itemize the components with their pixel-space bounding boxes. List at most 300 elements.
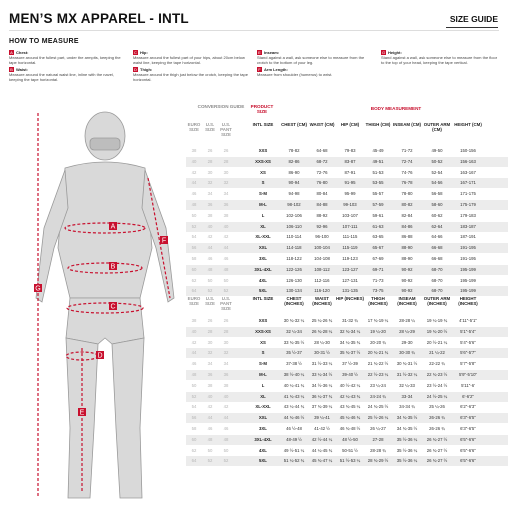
metric-cell: 53-55 xyxy=(372,180,384,186)
imperial-cell: 6'5"-6'6" xyxy=(460,458,476,464)
imperial-cell: 30-30 ¾ xyxy=(399,350,415,356)
metric-cell: 44 xyxy=(223,245,229,251)
metric-header-6: HIP (CM) xyxy=(340,122,360,127)
metric-table-row xyxy=(186,254,508,264)
measure-chest: A Chest: Measure around the fullest part, under the armpits, keeping the tape horizontal. xyxy=(9,50,121,65)
imperial-cell: 17 ¾-19 ¼ xyxy=(367,318,389,323)
imperial-header-0: EURO SIZE xyxy=(187,296,201,306)
helmet xyxy=(85,112,125,160)
metric-cell: 150-156 xyxy=(460,148,476,153)
imperial-table-row xyxy=(186,359,508,369)
imperial-cell: 44 xyxy=(191,350,197,356)
imperial-cell: 6'5"-6'6" xyxy=(460,447,476,453)
imperial-cell: 40 ¼-41 ¾ xyxy=(283,382,305,388)
imperial-header-2: U.S. PANT SIZE xyxy=(220,296,232,311)
imperial-cell: 51 ½-53 ¼ xyxy=(339,458,361,464)
metric-cell: 115-119 xyxy=(342,245,358,251)
imperial-cell: M-L xyxy=(259,372,267,377)
figure-label-f: F xyxy=(161,237,167,245)
imperial-cell: 3XL-4XL xyxy=(254,436,272,442)
imperial-cell: 35 ¾-37 ½ xyxy=(339,350,361,356)
metric-cell: 30 xyxy=(223,169,229,175)
imperial-cell: 5'6"-5'7" xyxy=(460,350,476,356)
metric-cell: 195-199 xyxy=(460,277,476,283)
metric-cell: 55-57 xyxy=(372,191,384,197)
imperial-cell: 46 xyxy=(191,361,197,367)
imperial-cell: 26 ¾-28 ¼ xyxy=(311,328,333,334)
imperial-cell: 56 xyxy=(191,415,197,421)
imperial-cell: XXL xyxy=(258,415,268,421)
metric-cell: 106-110 xyxy=(286,223,302,229)
pants-hip xyxy=(66,298,144,344)
imperial-cell: 32 ¼-33 xyxy=(399,382,415,388)
metric-header-1: U.S. SIZE xyxy=(205,122,215,132)
imperial-cell: 30 xyxy=(223,339,229,345)
rider-figure-illustration xyxy=(20,108,190,506)
imperial-cell: 23 ¼-24 xyxy=(370,382,386,388)
metric-cell: 104-108 xyxy=(314,256,330,261)
measure-height: G Height: Stand against a wall, ask someone else to measure from the floor to the top of your head, keeping the tape vertical. xyxy=(381,50,498,65)
imperial-cell: 22-22 ¾ xyxy=(429,361,445,367)
metric-cell: 42 xyxy=(223,234,229,240)
imperial-cell: 40 xyxy=(223,393,229,399)
metric-cell: 68-70 xyxy=(431,277,443,283)
imperial-cell: 28 ¼-29 xyxy=(399,328,415,334)
size-guide-underline xyxy=(446,27,498,28)
imperial-cell: 5'9"-5'10" xyxy=(458,372,478,377)
metric-cell: 64 xyxy=(191,288,197,294)
measure-thigh: D Thigh: Measure around the thigh just below the crotch, keeping the tape horizontal. xyxy=(133,67,248,82)
imperial-cell: 28 ¼-30 xyxy=(314,339,330,345)
measure-inseam: E Inseam: Stand against a wall, ask someone else to measure from the crotch to the bottom of your leg. xyxy=(257,50,365,65)
metric-cell: XL xyxy=(260,223,266,229)
imperial-cell: 40 xyxy=(207,393,213,399)
metric-header-2: U.S. PANT SIZE xyxy=(220,122,232,137)
metric-cell: 108-112 xyxy=(314,266,330,272)
metric-table-row xyxy=(186,286,508,296)
imperial-cell: 44 ¾-46 ½ xyxy=(283,415,305,421)
metric-cell: 5XL xyxy=(259,288,267,294)
imperial-cell: 21 ¾-22 ½ xyxy=(367,361,389,367)
imperial-cell: 36 xyxy=(207,372,213,377)
imperial-cell: 40 xyxy=(191,328,197,334)
metric-cell: 171-175 xyxy=(460,191,476,197)
metric-cell: 64-66 xyxy=(431,234,443,240)
metric-header-0: EURO SIZE xyxy=(187,122,201,132)
metric-table-row xyxy=(186,189,508,199)
imperial-header-3: INTL SIZE xyxy=(252,296,274,301)
metric-cell: 91-95 xyxy=(344,180,356,186)
imperial-header-9: OUTER ARM (INCHES) xyxy=(423,296,451,306)
imperial-cell: 28 xyxy=(207,328,213,334)
metric-cell: 44 xyxy=(191,180,197,186)
imperial-cell: 36 ¼-37 ¾ xyxy=(311,393,333,399)
imperial-cell: 43 ¾-45 ¼ xyxy=(339,404,361,410)
imperial-cell: 26-26 ¾ xyxy=(429,415,445,421)
imperial-cell: 48 ½-50 xyxy=(342,436,358,442)
imperial-cell: 37 ½-39 xyxy=(342,361,358,367)
metric-cell: 46 xyxy=(223,256,229,261)
imperial-cell: 39 ¼-41 xyxy=(314,415,330,421)
imperial-cell: 25 ¼-26 ¾ xyxy=(311,318,333,323)
metric-cell: 82-84 xyxy=(401,212,413,218)
metric-cell: 76-80 xyxy=(316,180,328,186)
imperial-cell: 20 ½-21 ¼ xyxy=(426,339,448,345)
metric-cell: S-M xyxy=(259,191,267,197)
header-divider xyxy=(9,30,499,31)
imperial-cell: L xyxy=(261,382,265,388)
imperial-cell: 4XL xyxy=(259,447,267,453)
metric-cell: 48 xyxy=(207,266,213,272)
imperial-cell: 6'3"-6'5" xyxy=(460,426,476,431)
metric-cell: 42 xyxy=(191,169,197,175)
imperial-cell: 32 ¼-34 xyxy=(286,328,302,334)
metric-cell: 69-71 xyxy=(372,266,384,272)
imperial-cell: 42 xyxy=(207,404,213,410)
jersey-torso xyxy=(58,162,152,298)
metric-table-row xyxy=(186,232,508,242)
metric-cell: 32 xyxy=(223,180,229,186)
metric-table-row xyxy=(186,157,508,167)
metric-table-row xyxy=(186,276,508,286)
imperial-header-4: CHEST (INCHES) xyxy=(284,296,304,306)
metric-cell: 60-62 xyxy=(431,212,443,218)
imperial-cell: 42 xyxy=(191,339,197,345)
imperial-cell: 50 xyxy=(191,382,197,388)
imperial-cell: 33 ¼-34 ½ xyxy=(311,372,333,377)
metric-cell: 114-118 xyxy=(286,245,302,251)
metric-cell: 86-88 xyxy=(401,234,413,240)
metric-cell: 62 xyxy=(191,277,197,283)
imperial-cell: 37 ¾-39 ¼ xyxy=(311,404,333,410)
metric-cell: 60 xyxy=(191,266,197,272)
imperial-table-row xyxy=(186,402,508,412)
metric-cell: S xyxy=(261,180,265,186)
imperial-cell: 6'2"-6'3" xyxy=(460,404,476,410)
figure-label-e: E xyxy=(79,409,85,417)
imperial-cell: 43 ¼-44 ¾ xyxy=(283,404,305,410)
metric-cell: 88-92 xyxy=(316,212,328,218)
metric-cell: 52-54 xyxy=(431,169,443,175)
metric-cell: 58-60 xyxy=(431,202,443,207)
metric-cell: 90-92 xyxy=(401,288,413,294)
imperial-cell: 26 ¾-27 ½ xyxy=(426,458,448,464)
imperial-cell: 30 xyxy=(207,339,213,345)
metric-cell: 100-104 xyxy=(314,245,330,251)
imperial-cell: 26 ¼-27 xyxy=(370,426,386,431)
figure-label-d: D xyxy=(97,352,103,360)
imperial-cell: 3XL xyxy=(259,426,267,431)
imperial-header-8: INSEAM (INCHES) xyxy=(397,296,417,306)
metric-cell: 3XL xyxy=(259,256,267,261)
metric-cell: 42 xyxy=(207,234,213,240)
imperial-table-row xyxy=(186,413,508,423)
imperial-cell: 60 xyxy=(191,436,197,442)
imperial-cell: 58 xyxy=(191,426,197,431)
imperial-cell: 35 ½-36 ¼ xyxy=(396,436,418,442)
measure-instructions xyxy=(9,50,509,92)
imperial-cell: 34 ¼-35 ¾ xyxy=(339,339,361,345)
metric-cell: 191-195 xyxy=(460,245,476,251)
metric-cell: 88-90 xyxy=(401,245,413,251)
size-guide-link[interactable]: SIZE GUIDE xyxy=(449,14,498,24)
imperial-cell: 24-24 ¾ xyxy=(370,393,386,399)
metric-cell: 64-68 xyxy=(316,148,328,153)
metric-header-8: INSEAM (CM) xyxy=(392,122,422,127)
metric-cell: 50 xyxy=(207,277,213,283)
metric-table-row xyxy=(186,265,508,275)
metric-header-10: HEIGHT (CM) xyxy=(454,122,482,127)
imperial-cell: 28 ¾-29 ½ xyxy=(367,458,389,464)
metric-cell: 183-187 xyxy=(460,223,476,229)
imperial-cell: 34 ¾-35 ½ xyxy=(396,415,418,421)
imperial-cell: 20 ¾-21 ¾ xyxy=(367,350,389,356)
imperial-cell: 31-32 ¾ xyxy=(342,318,358,323)
imperial-cell: 32 ¾-34 ¼ xyxy=(339,328,361,334)
imperial-cell: 34 ¾-35 ½ xyxy=(396,426,418,431)
imperial-table-row xyxy=(186,435,508,445)
metric-cell: XXS xyxy=(258,148,268,153)
imperial-cell: 39-40 ½ xyxy=(342,372,358,377)
metric-cell: 54 xyxy=(191,234,197,240)
metric-cell: 82-86 xyxy=(288,158,300,164)
imperial-cell: XXS-XS xyxy=(255,328,271,334)
metric-cell: 83-87 xyxy=(344,158,356,164)
metric-cell: 122-126 xyxy=(286,266,302,272)
imperial-cell: 26 ¾-27 ½ xyxy=(426,447,448,453)
imperial-cell: 34 xyxy=(223,361,229,367)
metric-cell: 110-114 xyxy=(286,234,302,240)
metric-cell: 195-199 xyxy=(460,288,476,294)
metric-cell: 40 xyxy=(223,223,229,229)
metric-cell: 26 xyxy=(223,148,229,153)
imperial-cell: 35 ½-36 ¼ xyxy=(396,458,418,464)
imperial-cell: 5'4"-5'6" xyxy=(460,339,476,345)
metric-cell: 56 xyxy=(191,245,197,251)
how-to-measure-heading: HOW TO MEASURE xyxy=(9,38,79,45)
imperial-cell: 4'11"-5'1" xyxy=(459,318,477,323)
conversion-guide-heading: CONVERSION GUIDE xyxy=(197,104,245,109)
metric-cell: 78-82 xyxy=(288,148,300,153)
metric-cell: 48 xyxy=(191,202,197,207)
imperial-cell: 46 ½-48 xyxy=(286,426,302,431)
imperial-cell: 42 ¼-43 ¾ xyxy=(339,393,361,399)
metric-cell: 59-61 xyxy=(372,212,384,218)
imperial-cell: 32 xyxy=(223,350,229,356)
imperial-cell: 29-30 xyxy=(401,339,413,345)
metric-cell: 45-49 xyxy=(372,148,384,153)
figure-label-g: G xyxy=(35,285,41,293)
imperial-cell: 27-28 xyxy=(372,436,384,442)
metric-cell: 90-92 xyxy=(401,266,413,272)
imperial-cell: 24 ½-25 ¼ xyxy=(426,393,448,399)
imperial-cell: 25 ¼-26 xyxy=(429,404,445,410)
metric-cell: 48 xyxy=(223,266,229,272)
imperial-header-6: HIP (INCHES) xyxy=(336,296,364,301)
metric-cell: 63-65 xyxy=(372,234,384,240)
imperial-cell: 34 xyxy=(207,361,213,367)
metric-cell: 72-74 xyxy=(401,158,413,164)
metric-cell: 66-68 xyxy=(431,245,443,251)
imperial-cell: 31 ½-33 ¼ xyxy=(311,361,333,367)
metric-cell: 74-76 xyxy=(401,169,413,175)
imperial-cell: 36 xyxy=(223,372,229,377)
metric-cell: L xyxy=(261,212,265,218)
imperial-cell: 26 xyxy=(223,318,229,323)
imperial-table-row xyxy=(186,338,508,348)
metric-cell: 123-127 xyxy=(342,266,358,272)
metric-table-row xyxy=(186,211,508,221)
imperial-cell: 46 xyxy=(223,426,229,431)
metric-cell: 80-82 xyxy=(401,202,413,207)
metric-cell: 49-50 xyxy=(431,148,443,153)
metric-cell: 4XL xyxy=(259,277,267,283)
imperial-cell: 52 xyxy=(191,393,197,399)
metric-cell: 167-171 xyxy=(460,180,476,186)
metric-cell: 56-58 xyxy=(431,191,443,197)
metric-cell: 131-135 xyxy=(342,288,358,294)
metric-table-row xyxy=(186,222,508,232)
imperial-cell: 19 ¼-20 xyxy=(370,328,386,334)
metric-cell: 49-51 xyxy=(372,158,384,164)
imperial-cell: 5'7"-5'8" xyxy=(460,361,476,367)
metric-cell: 96-100 xyxy=(315,234,329,240)
imperial-cell: XL xyxy=(260,393,266,399)
metric-cell: 73-75 xyxy=(372,288,384,294)
metric-cell: 127-131 xyxy=(342,277,358,283)
metric-cell: 38 xyxy=(191,148,197,153)
metric-cell: 130-134 xyxy=(286,288,302,294)
imperial-cell: 5'11"-6' xyxy=(461,382,475,388)
imperial-cell: 44 ¼-45 ¾ xyxy=(311,447,333,453)
metric-cell: 156-163 xyxy=(460,158,476,164)
metric-cell: 36 xyxy=(207,202,213,207)
metric-cell: 95-99 xyxy=(344,191,356,197)
imperial-cell: 38 xyxy=(191,318,197,323)
imperial-cell: 28 xyxy=(223,328,229,334)
imperial-cell: 30 ¾-31 ½ xyxy=(396,361,418,367)
imperial-header-5: WAIST (INCHES) xyxy=(312,296,332,306)
imperial-cell: 6'-6'2" xyxy=(462,393,474,399)
metric-cell: 195-199 xyxy=(460,266,476,272)
metric-cell: 118-122 xyxy=(286,256,302,261)
metric-cell: 34 xyxy=(207,191,213,197)
imperial-cell: 32 xyxy=(207,350,213,356)
imperial-cell: 31 ½-32 ¼ xyxy=(396,372,418,377)
imperial-cell: S xyxy=(261,350,265,356)
imperial-cell: 41 ¾-43 ¼ xyxy=(283,393,305,399)
metric-header-5: WAIST (CM) xyxy=(309,122,335,127)
imperial-table-row xyxy=(186,392,508,402)
metric-cell: 187-191 xyxy=(460,234,476,240)
imperial-cell: 28-28 ¼ xyxy=(399,318,415,323)
metric-cell: 65-67 xyxy=(372,245,384,251)
metric-header-9: OUTER ARM (CM) xyxy=(423,122,451,132)
metric-cell: 34 xyxy=(223,191,229,197)
imperial-cell: 54 xyxy=(191,404,197,410)
metric-cell: 61-63 xyxy=(372,223,384,229)
imperial-cell: 48 xyxy=(207,436,213,442)
metric-cell: 46 xyxy=(207,256,213,261)
imperial-cell: 50-51 ½ xyxy=(342,447,358,453)
imperial-header-10: HEIGHT (INCHES) xyxy=(458,296,478,306)
imperial-cell: 52 xyxy=(207,458,213,464)
metric-cell: 71-73 xyxy=(372,277,384,283)
metric-cell: 98-102 xyxy=(287,202,301,207)
metric-cell: 71-72 xyxy=(401,148,413,153)
metric-cell: XXL xyxy=(258,245,268,251)
metric-cell: 90-92 xyxy=(401,277,413,283)
imperial-cell: 44 xyxy=(207,415,213,421)
imperial-cell: 50 xyxy=(223,447,229,453)
imperial-cell: 38 xyxy=(223,382,229,388)
imperial-table-row xyxy=(186,446,508,456)
metric-cell: 30 xyxy=(207,169,213,175)
imperial-cell: 45 ¾-47 ¼ xyxy=(311,458,333,464)
metric-table-row xyxy=(186,243,508,253)
metric-cell: 107-111 xyxy=(342,223,358,229)
imperial-cell: S-M xyxy=(259,361,267,367)
metric-cell: 26 xyxy=(207,148,213,153)
metric-cell: 78-80 xyxy=(401,191,413,197)
imperial-cell: 5'1"-5'4" xyxy=(460,328,476,334)
imperial-cell: 48 xyxy=(191,372,197,377)
metric-header-4: CHEST (CM) xyxy=(281,122,307,127)
imperial-cell: 46 ¾-48 ½ xyxy=(339,426,361,431)
goggles xyxy=(90,138,120,150)
metric-cell: 36 xyxy=(223,202,229,207)
body-measurement-heading: BODY MEASUREMENT xyxy=(370,106,422,111)
metric-cell: 179-183 xyxy=(460,212,476,218)
product-size-heading: PRODUCT SIZE xyxy=(250,104,274,114)
imperial-cell: 38 ½-40 ¼ xyxy=(283,372,305,377)
metric-cell: 119-123 xyxy=(342,256,358,261)
measure-waist: B Waist: Measure around the natural waist line, inline with the navel, keeping the tape horizontal. xyxy=(9,67,114,82)
metric-cell: 103-107 xyxy=(342,212,358,218)
metric-cell: 32 xyxy=(207,180,213,186)
figure-label-c: C xyxy=(110,303,116,311)
imperial-cell: 19 ¼-19 ¾ xyxy=(426,318,448,323)
imperial-cell: 38 xyxy=(207,382,213,388)
right-leg xyxy=(112,338,144,498)
metric-cell: 38 xyxy=(207,212,213,218)
metric-table-row xyxy=(186,168,508,178)
metric-cell: 50-52 xyxy=(431,158,443,164)
imperial-cell: 40 ½-42 ¼ xyxy=(339,382,361,388)
metric-cell: 52 xyxy=(191,223,197,229)
metric-cell: 44 xyxy=(207,245,213,251)
imperial-cell: 51 ¼-52 ¾ xyxy=(283,458,305,464)
metric-table-row xyxy=(186,178,508,188)
imperial-cell: 30 ¾-32 ¼ xyxy=(283,318,305,323)
metric-cell: 68-70 xyxy=(431,266,443,272)
imperial-cell: 34-34 ¾ xyxy=(399,404,415,410)
imperial-cell: 49 ½-51 ¼ xyxy=(283,447,305,453)
imperial-cell: XS xyxy=(260,339,266,345)
metric-cell: 116-120 xyxy=(314,288,330,294)
metric-cell: 66-68 xyxy=(431,256,443,261)
metric-cell: 126-130 xyxy=(286,277,302,283)
metric-table-row xyxy=(186,146,508,156)
imperial-cell: 35 ½-36 ¼ xyxy=(396,447,418,453)
imperial-cell: 26 ¾-27 ½ xyxy=(426,436,448,442)
metric-cell: 54-56 xyxy=(431,180,443,186)
imperial-cell: 20-20 ¾ xyxy=(370,339,386,345)
imperial-table-row xyxy=(186,381,508,391)
imperial-cell: 33 ¾-35 ½ xyxy=(283,339,305,345)
imperial-cell: 24 ¾-25 ½ xyxy=(367,404,389,410)
metric-cell: M-L xyxy=(259,202,267,207)
